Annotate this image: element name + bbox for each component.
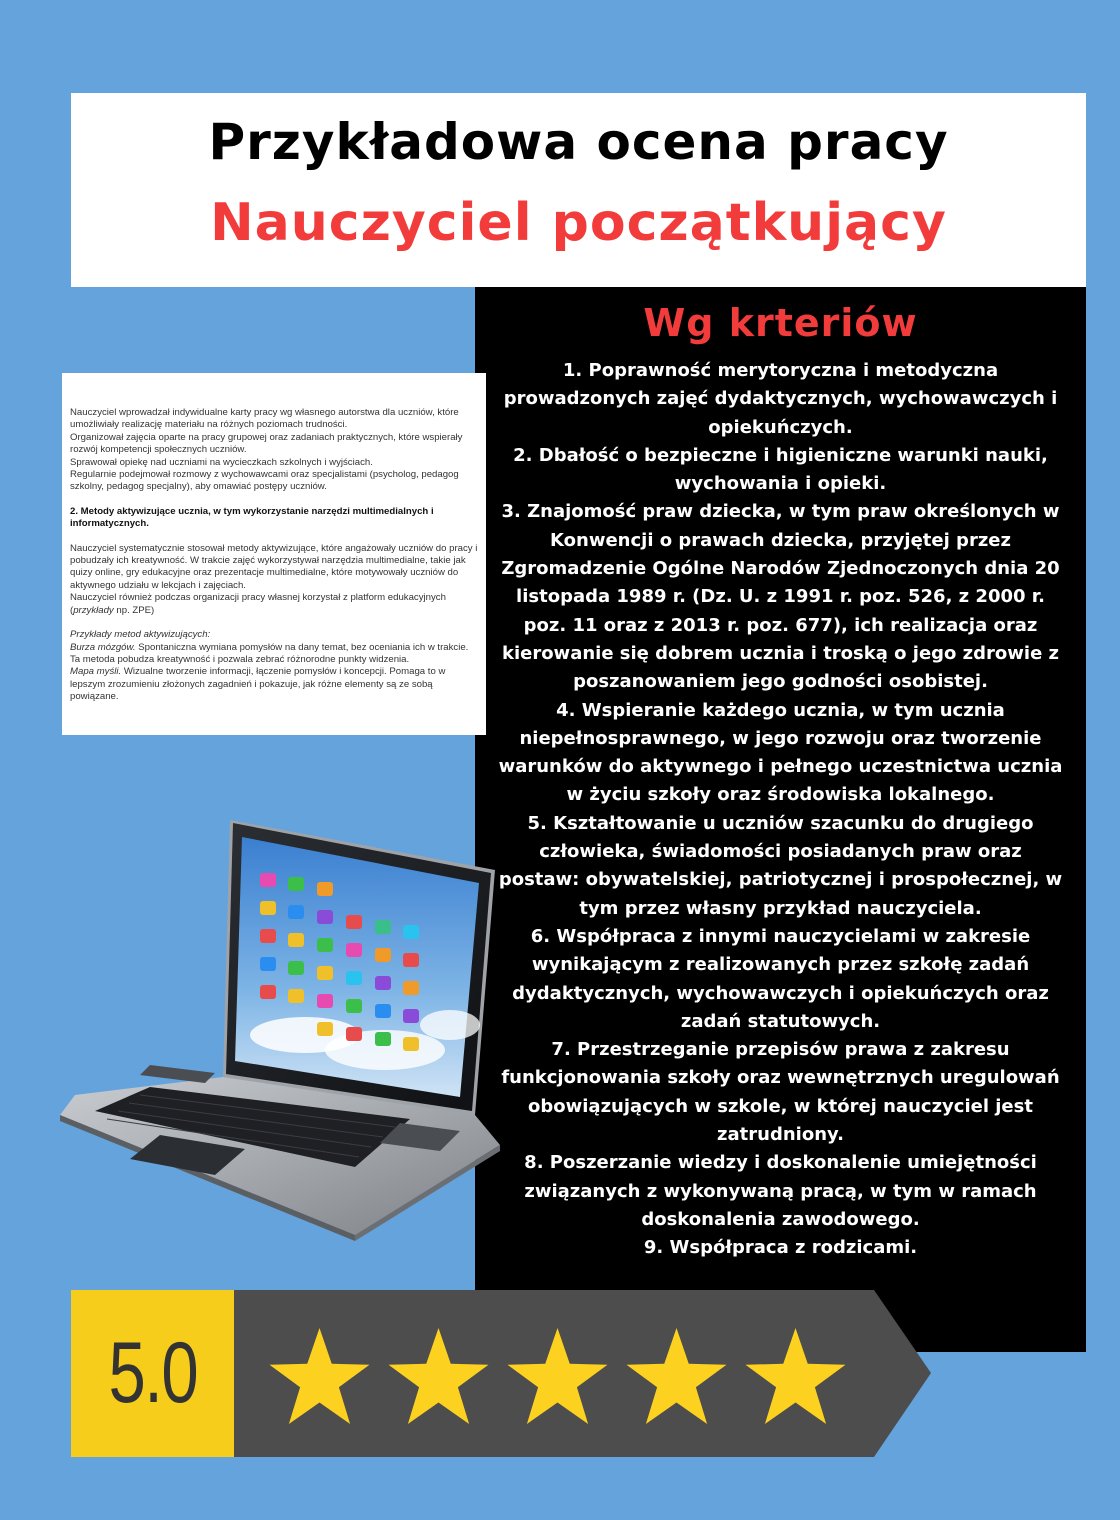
doc-example: Burza mózgów. Spontaniczna wymiana pomysłów na dany temat, bez oceniania ich w trakcie. Ta metoda pobudza kreatywność i pozwala zebrać różnorodne punkty widzenia. bbox=[70, 641, 469, 665]
doc-paragraph: Sprawował opiekę nad uczniami na wycieczkach szkolnych i wyjściach. bbox=[70, 456, 373, 468]
star-icon bbox=[743, 1326, 848, 1426]
doc-paragraph: Regularnie podejmował rozmowy z wychowawcami oraz specjalistami (psycholog, pedagog szkolny, pedagog specjalny), aby omawiać postępy uczniów. bbox=[70, 469, 459, 493]
doc-paragraph: Nauczyciel systematycznie stosował metody aktywizujące, które angażowały uczniów do pracy i pobudzały ich kreatywność. W trakcie zajęć wykorzystywał narzędzia multimedialne, takie jak quizy online, gry edukacyjne oraz prezentacje multimedialne, które motywowały uczniów do aktywnego udziału w lekcjach i zajęciach. bbox=[70, 542, 478, 591]
criteria-item: 9. Współpraca z rodzicami. bbox=[643, 1237, 918, 1259]
criteria-item: 6. Współpraca z innymi nauczycielami w zakresie wynikającym z realizowanych przez szkołę zadań dydaktycznych, wychowawczych i opiekuńczych oraz zadań statutowych. bbox=[512, 925, 1049, 1032]
doc-section-heading: 2. Metody aktywizujące ucznia, w tym wykorzystanie narzędzi multimedialnych i informatycznych. bbox=[70, 505, 434, 530]
criteria-item: 4. Wspieranie każdego ucznia, w tym ucznia niepełnosprawnego, w jego rozwoju oraz tworzenie warunków do aktywnego i pełnego uczestnictwa ucznia w życiu szkoły oraz środowiska lokalnego. bbox=[498, 699, 1063, 806]
page-title: Przykładowa ocena pracy bbox=[208, 113, 949, 171]
criteria-item: 8. Poszerzanie wiedzy i doskonalenie umiejętności związanych z wykonywaną pracą, w tym w ramach doskonalenia zawodowego. bbox=[524, 1152, 1037, 1230]
doc-paragraph: Organizował zajęcia oparte na pracy grupowej oraz zadaniach praktycznych, które wspierały rozwój kompetencji społecznych uczniów. bbox=[70, 431, 463, 456]
title-box bbox=[71, 93, 1086, 287]
criteria-list bbox=[497, 357, 1064, 1263]
criteria-item: 1. Poprawność merytoryczna i metodyczna prowadzonych zajęć dydaktycznych, wychowawczych i opiekuńczych. bbox=[503, 360, 1058, 438]
criteria-heading: Wg krteriów bbox=[643, 301, 918, 345]
star-icon bbox=[386, 1326, 491, 1426]
document-text bbox=[70, 407, 480, 704]
doc-paragraph: Nauczyciel wprowadzał indywidualne karty pracy wg własnego autorstwa dla uczniów, które umożliwiały realizację materiału na różnych poziomach trudności. bbox=[70, 407, 459, 431]
star-icon bbox=[267, 1326, 372, 1426]
criteria-item: 5. Kształtowanie u uczniów szacunku do drugiego człowieka, świadomości posiadanych praw oraz postaw: obywatelskiej, patriotycznej i prospołecznej, w tym przez własny przykład nauczyciela. bbox=[498, 812, 1063, 919]
criteria-item: 3. Znajomość praw dziecka, w tym praw określonych w Konwencji o prawach dziecka, przyjętej przez Zgromadzenie Ogólne Narodów Zjednoczonych dnia 20 listopada 1989 r. (Dz. U. z 1991 r. poz. 526, z 2000 r. poz. 11 oraz z 2013 r. poz. 677), ich realizacja oraz kierowanie się dobrem ucznia i troską o jego zdrowie z poszanowaniem jego godności osobistej. bbox=[501, 501, 1060, 693]
rating-score: 5.0 bbox=[108, 1325, 197, 1421]
document-preview bbox=[62, 373, 486, 735]
rating-bar bbox=[71, 1290, 931, 1457]
doc-example: Mapa myśli. Wizualne tworzenie informacji, łączenie pomysłów i koncepcji. Pomaga to w lepszym zrozumieniu złożonych zagadnień i pokazuje, jak różne elementy są ze sobą powiązane. bbox=[70, 666, 446, 703]
criteria-item: 2. Dbałość o bezpieczne i higieniczne warunki nauki, wychowania i opieki. bbox=[513, 444, 1048, 495]
doc-examples-heading: Przykłady metod aktywizujących: bbox=[70, 629, 211, 641]
star-icon bbox=[624, 1326, 729, 1426]
doc-paragraph: Nauczyciel również podczas organizacji pracy własnej korzystał z platform edukacyjnych (przykłady np. ZPE) bbox=[70, 592, 446, 616]
score-box bbox=[71, 1290, 234, 1457]
criteria-item: 7. Przestrzeganie przepisów prawa z zakresu funkcjonowania szkoły oraz wewnętrznych uregulowań obowiązujących w szkole, w której nauczyciel jest zatrudniony. bbox=[501, 1039, 1060, 1146]
laptop-illustration bbox=[55, 815, 505, 1245]
criteria-panel bbox=[475, 287, 1086, 1352]
star-icon bbox=[505, 1326, 610, 1426]
page-subtitle: Nauczyciel początkujący bbox=[210, 193, 947, 253]
